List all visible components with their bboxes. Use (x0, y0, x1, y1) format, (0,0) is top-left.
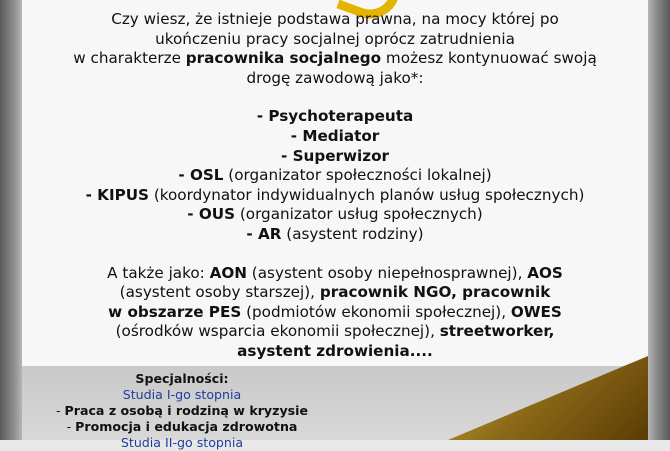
intro-line-3: w charakterze pracownika socjalnego możesz kontynuować swoją (73, 49, 597, 68)
flyer-card (22, 0, 648, 450)
level-1-heading: Studia I-go stopnia (122, 387, 242, 402)
level-2-heading: Studia II-go stopnia (120, 435, 244, 450)
role-psychoterapeuta: - Psychoterapeuta (256, 107, 414, 126)
role-ar: - AR (asystent rodziny) (246, 224, 424, 243)
also-line-5: asystent zdrowienia.... (237, 341, 433, 360)
role-kipus: - KIPUS (koordynator indywidualnych planów usług społecznych) (85, 185, 585, 204)
role-osl: - OSL (organizator społeczności lokalnej) (178, 166, 492, 185)
also-line-2: (asystent osoby starszej), pracownik NGO, pracownik (119, 283, 551, 302)
specializations-title: Specjalności: (135, 371, 229, 386)
intro-line-1: Czy wiesz, że istnieje podstawa prawna, na mocy której po (111, 10, 559, 28)
intro-line-4: drogę zawodową jako*: (246, 68, 424, 87)
also-line-3: w obszarze PES (podmiotów ekonomii społecznej), OWES (108, 302, 562, 321)
specializations-box (22, 371, 342, 451)
left-frame (0, 0, 22, 440)
main-text (22, 10, 648, 362)
intro-line-2: ukończeniu pracy socjalnej oprócz zatrudnienia (155, 29, 515, 48)
specialization-item-1: - Praca z osobą i rodziną w kryzysie (55, 403, 309, 418)
role-ous: - OUS (organizator usług społecznych) (187, 205, 483, 224)
also-line-4: (ośrodków wsparcia ekonomii społecznej), streetworker, (115, 322, 555, 341)
specialization-item-2: - Promocja i edukacja zdrowotna (66, 419, 298, 434)
also-line-1: A także jako: AON (asystent osoby niepełnosprawnej), AOS (107, 263, 563, 282)
role-mediator: - Mediator (290, 126, 380, 145)
right-frame (648, 0, 670, 440)
role-superwizor: - Superwizor (280, 146, 389, 165)
